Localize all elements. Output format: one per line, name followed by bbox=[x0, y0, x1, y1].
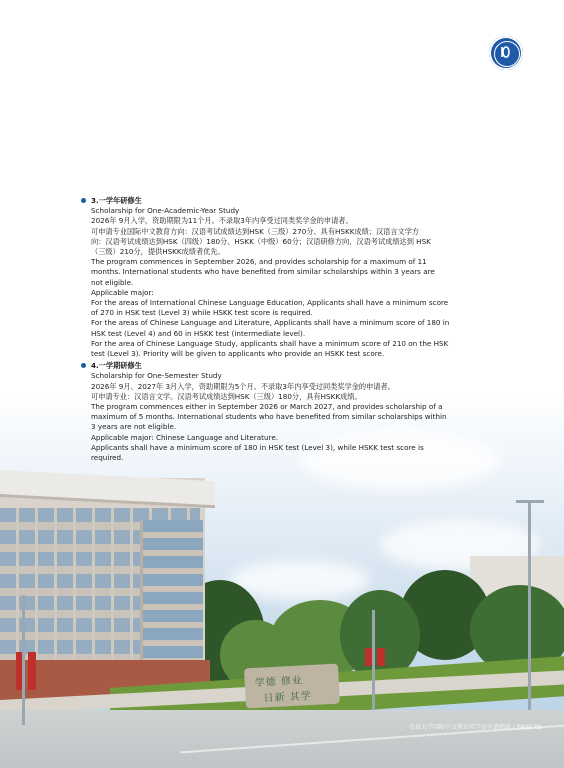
red-banner bbox=[377, 648, 385, 666]
text-line: Applicable major: bbox=[91, 287, 154, 297]
engraved-stone bbox=[244, 664, 340, 709]
section-one-semester bbox=[91, 361, 461, 463]
text-line: For the area of Chinese Language Study, applicants shall have a minimum score of 210 on the HSK bbox=[91, 338, 449, 348]
logo-mark-icon bbox=[500, 45, 512, 59]
text-line: For the areas of International Chinese Language Education, Applicants shall have a minimum score bbox=[91, 298, 449, 308]
text-line: 3 years are not eligible. bbox=[91, 422, 177, 432]
text-line: test (Level 3). Priority will be given to applicants who provide an HSKK test score. bbox=[91, 349, 385, 359]
text-line: 2026年 9月入学，资助期限为11个月。不录取3年内享受过同类奖学金的申请者。 bbox=[91, 216, 353, 226]
cloud bbox=[230, 560, 370, 600]
section-one-year bbox=[91, 196, 461, 359]
text-line: （三级）210分，提供HSKK成绩者优先。 bbox=[91, 247, 225, 257]
section-bullet-icon bbox=[81, 363, 86, 368]
text-line: The program commences either in September 2026 or March 2027, and provides scholarship of a bbox=[91, 402, 443, 412]
stone-inscription-2: 日新 其学 bbox=[263, 690, 313, 705]
street-lamp bbox=[22, 595, 25, 725]
university-logo-icon bbox=[489, 36, 523, 70]
road bbox=[0, 710, 564, 768]
page-footer: 青岛大学国际中文教育奖学金申请指南 | PAGE 05 bbox=[408, 724, 542, 731]
text-line: Scholarship for One-Semester Study bbox=[91, 371, 222, 381]
text-line: maximum of 5 months. International students who have benefited from similar scholarships within bbox=[91, 412, 447, 422]
text-line: 可申请专业：汉语言文学。汉语考试成绩达到HSK（三级）180分，具有HSKK成绩。 bbox=[91, 391, 362, 401]
text-line: 可申请专业国际中文教育方向：汉语考试成绩达到HSK（三级）270分、具有HSKK成绩；汉语言文学方 bbox=[91, 226, 420, 236]
text-line: 2026年 9月、2027年 3月入学，资助期限为5个月。不录取3年内享受过同类奖学金的申请者。 bbox=[91, 381, 395, 391]
text-line: of 270 in HSK test (Level 3) while HSKK test score is required. bbox=[91, 308, 313, 318]
text-line: For the areas of Chinese Language and Literature, Applicants shall have a minimum score of 180 in bbox=[91, 318, 450, 328]
text-line: The program commences in September 2026, and provides scholarship for a maximum of 11 bbox=[91, 257, 427, 267]
text-line: 向：汉语考试成绩达到HSK（四级）180分、HSKK（中级）60分；汉语研修方向，汉语考试成绩达到 HSK bbox=[91, 236, 431, 246]
street-lamp bbox=[528, 500, 531, 710]
red-banner bbox=[28, 652, 36, 690]
section-title: 4.一学期研修生 bbox=[91, 361, 142, 371]
text-line: Scholarship for One-Academic-Year Study bbox=[91, 206, 240, 216]
text-line: Applicants shall have a minimum score of 180 in HSK test (Level 3), while HSKK test score is bbox=[91, 442, 424, 452]
section-title: 3.一学年研修生 bbox=[91, 196, 142, 205]
section-bullet-icon bbox=[81, 198, 86, 203]
street-lamp-head bbox=[516, 500, 544, 503]
text-line: HSK test (Level 4) and 60 in HSKK test (intermediate level). bbox=[91, 328, 306, 338]
text-line: required. bbox=[91, 453, 124, 463]
stone-inscription-1: 学德 修业 bbox=[254, 675, 304, 689]
text-line: Applicable major: Chinese Language and Literature. bbox=[91, 432, 279, 442]
text-line: months. International students who have benefited from similar scholarships within 3 years are bbox=[91, 267, 435, 277]
text-line: not eligible. bbox=[91, 277, 134, 287]
scholarship-content bbox=[91, 196, 461, 463]
street-lamp bbox=[372, 610, 375, 710]
